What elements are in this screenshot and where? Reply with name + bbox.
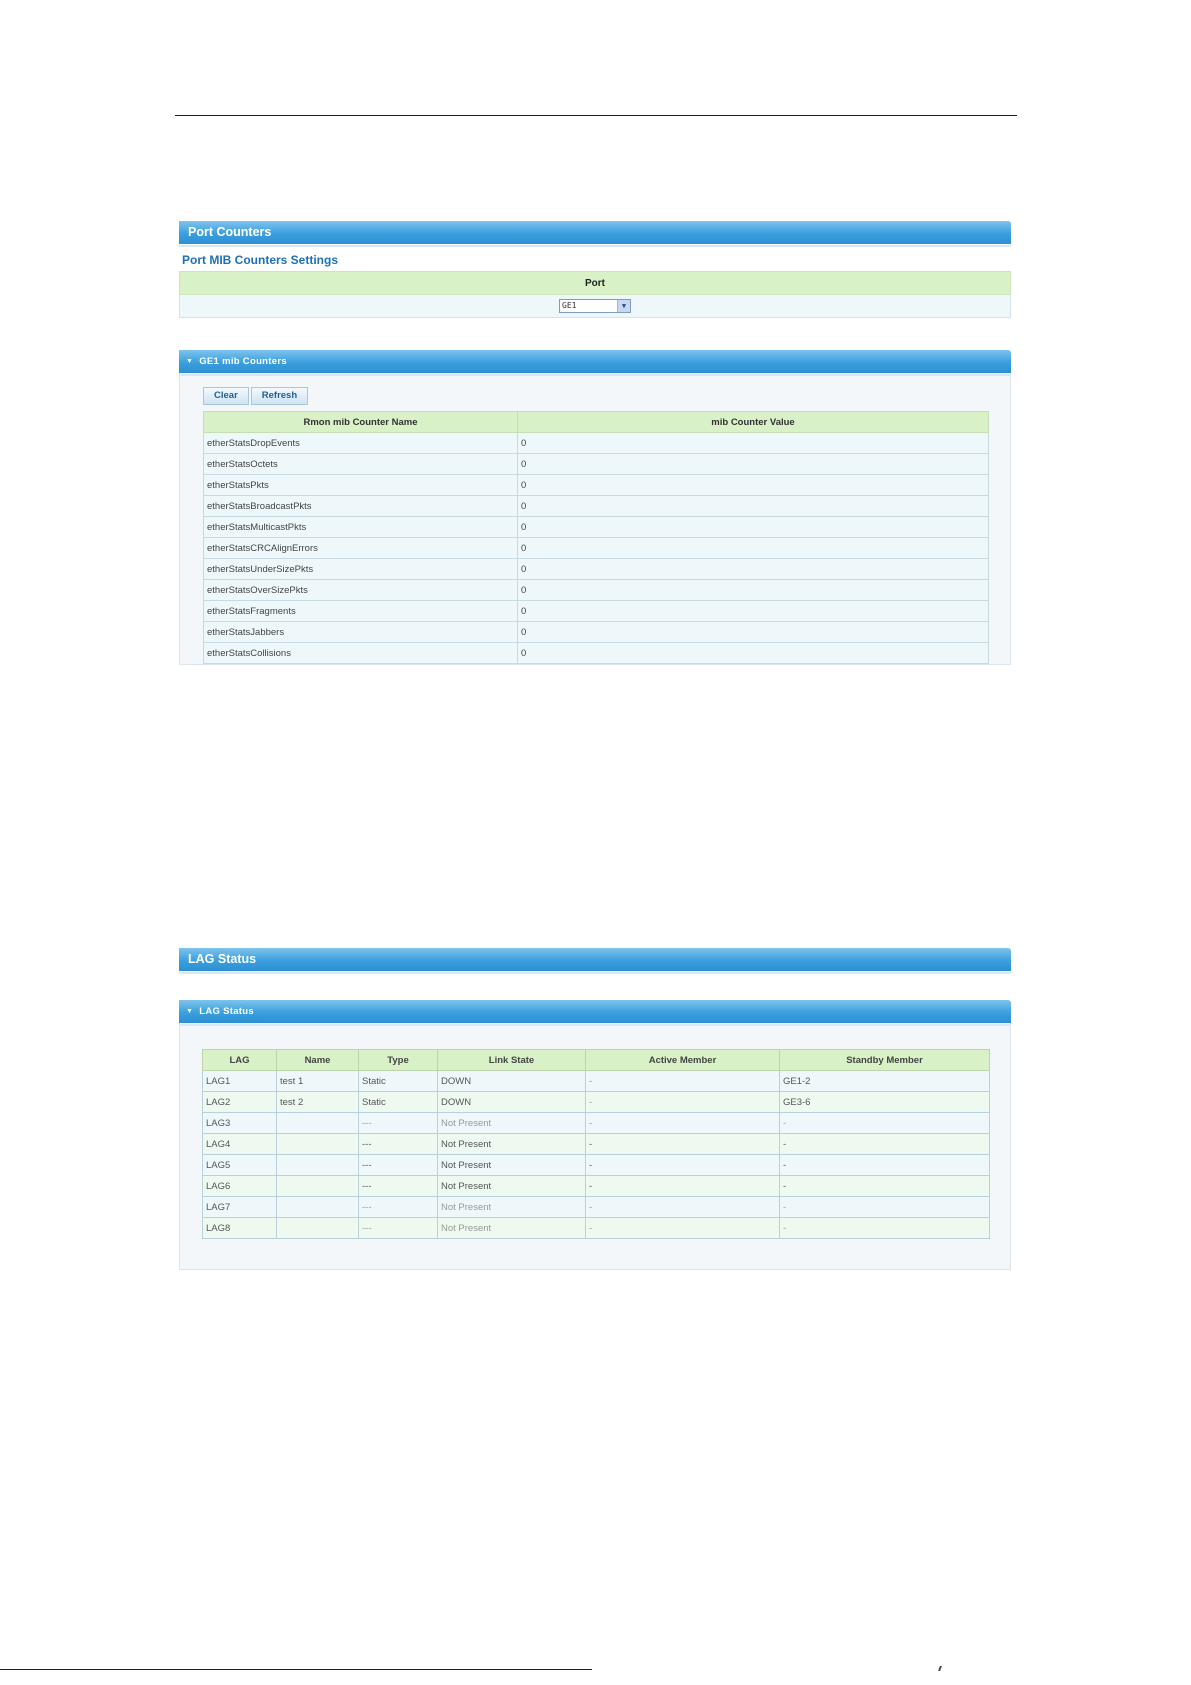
counter-name-cell: etherStatsFragments <box>204 601 518 622</box>
table-row <box>203 1071 990 1092</box>
lag-type-cell: --- <box>359 1134 438 1155</box>
lag-name-cell: test 1 <box>277 1071 359 1092</box>
lag-type-cell: Static <box>359 1092 438 1113</box>
lag-lag-cell: LAG3 <box>203 1113 277 1134</box>
port-counters-title: Port Counters <box>179 221 1011 244</box>
collapse-triangle-icon[interactable]: ▼ <box>186 358 194 365</box>
counter-name-cell: etherStatsUnderSizePkts <box>204 559 518 580</box>
lag-link-cell: Not Present <box>438 1218 586 1239</box>
table-row <box>203 1197 990 1218</box>
lag-type-cell: Static <box>359 1071 438 1092</box>
mib-counters-table <box>203 411 989 664</box>
mib-counters-panel <box>179 373 1011 665</box>
lag-standby-cell: - <box>780 1197 990 1218</box>
lag-name-cell <box>277 1113 359 1134</box>
clear-button[interactable]: Clear <box>203 387 249 405</box>
lag-link-cell: Not Present <box>438 1176 586 1197</box>
port-column-header: Port <box>180 272 1011 295</box>
page-footer-rule <box>0 1669 592 1670</box>
counter-value-cell: 0 <box>518 643 989 664</box>
lag-active-cell: - <box>586 1197 780 1218</box>
table-row <box>204 643 989 664</box>
port-mib-settings-heading: Port MIB Counters Settings <box>182 253 339 267</box>
lag-lag-cell: LAG8 <box>203 1218 277 1239</box>
link-state-column-header: Link State <box>438 1050 586 1071</box>
lag-column-header: LAG <box>203 1050 277 1071</box>
lag-status-panel-titlebar[interactable] <box>179 1000 1011 1023</box>
lag-name-cell <box>277 1218 359 1239</box>
counter-value-cell: 0 <box>518 601 989 622</box>
lag-active-cell: - <box>586 1071 780 1092</box>
counter-value-cell: 0 <box>518 475 989 496</box>
counter-value-cell: 0 <box>518 517 989 538</box>
counter-value-cell: 0 <box>518 496 989 517</box>
counter-value-cell: 0 <box>518 433 989 454</box>
lag-type-cell: --- <box>359 1197 438 1218</box>
lag-type-cell: --- <box>359 1113 438 1134</box>
lag-status-header-area <box>179 948 1011 973</box>
page-header-rule <box>175 115 1017 116</box>
counter-value-cell: 0 <box>518 454 989 475</box>
port-select[interactable] <box>559 299 631 313</box>
table-row <box>204 517 989 538</box>
lag-name-cell: test 2 <box>277 1092 359 1113</box>
lag-link-cell: Not Present <box>438 1134 586 1155</box>
collapse-triangle-icon[interactable]: ▼ <box>186 1008 194 1015</box>
table-row <box>204 496 989 517</box>
lag-active-cell: - <box>586 1113 780 1134</box>
lag-lag-cell: LAG2 <box>203 1092 277 1113</box>
table-row <box>204 622 989 643</box>
standby-member-column-header: Standby Member <box>780 1050 990 1071</box>
lag-active-cell: - <box>586 1218 780 1239</box>
port-select-value: GE1 <box>562 301 577 310</box>
lag-link-cell: DOWN <box>438 1071 586 1092</box>
counter-name-header: Rmon mib Counter Name <box>204 412 518 433</box>
table-row <box>203 1176 990 1197</box>
counter-name-cell: etherStatsJabbers <box>204 622 518 643</box>
mib-counters-title: GE1 mib Counters <box>199 356 287 367</box>
counter-value-cell: 0 <box>518 559 989 580</box>
table-row <box>204 433 989 454</box>
lag-name-cell <box>277 1176 359 1197</box>
lag-lag-cell: LAG4 <box>203 1134 277 1155</box>
name-column-header: Name <box>277 1050 359 1071</box>
lag-link-cell: DOWN <box>438 1092 586 1113</box>
lag-active-cell: - <box>586 1155 780 1176</box>
lag-lag-cell: LAG7 <box>203 1197 277 1218</box>
lag-name-cell <box>277 1197 359 1218</box>
counter-value-header: mib Counter Value <box>518 412 989 433</box>
counter-name-cell: etherStatsOverSizePkts <box>204 580 518 601</box>
port-select-cell <box>180 295 1011 318</box>
lag-standby-cell: - <box>780 1134 990 1155</box>
lag-active-cell: - <box>586 1092 780 1113</box>
lag-type-cell: --- <box>359 1176 438 1197</box>
lag-active-cell: - <box>586 1134 780 1155</box>
lag-lag-cell: LAG5 <box>203 1155 277 1176</box>
lag-active-cell: - <box>586 1176 780 1197</box>
lag-status-title: LAG Status <box>179 948 1011 971</box>
lag-status-table <box>202 1049 990 1239</box>
counter-name-cell: etherStatsMulticastPkts <box>204 517 518 538</box>
port-select-table <box>179 271 1011 318</box>
lag-link-cell: Not Present <box>438 1197 586 1218</box>
counter-value-cell: 0 <box>518 538 989 559</box>
page-footer-mark <box>938 1666 942 1671</box>
table-row <box>204 538 989 559</box>
lag-type-cell: --- <box>359 1155 438 1176</box>
lag-name-cell <box>277 1134 359 1155</box>
counter-name-cell: etherStatsBroadcastPkts <box>204 496 518 517</box>
port-counters-screenshot <box>179 221 1011 659</box>
lag-lag-cell: LAG6 <box>203 1176 277 1197</box>
lag-standby-cell: - <box>780 1113 990 1134</box>
table-row <box>203 1113 990 1134</box>
counter-value-cell: 0 <box>518 622 989 643</box>
counter-name-cell: etherStatsDropEvents <box>204 433 518 454</box>
lag-standby-cell: - <box>780 1176 990 1197</box>
table-row <box>203 1218 990 1239</box>
lag-status-panel <box>179 1023 1011 1270</box>
active-member-column-header: Active Member <box>586 1050 780 1071</box>
counter-value-cell: 0 <box>518 580 989 601</box>
counter-name-cell: etherStatsPkts <box>204 475 518 496</box>
table-row <box>204 454 989 475</box>
table-row <box>203 1155 990 1176</box>
table-row <box>203 1092 990 1113</box>
lag-link-cell: Not Present <box>438 1155 586 1176</box>
lag-type-cell: --- <box>359 1218 438 1239</box>
mib-counters-titlebar[interactable] <box>179 350 1011 373</box>
lag-standby-cell: - <box>780 1218 990 1239</box>
table-row <box>204 601 989 622</box>
type-column-header: Type <box>359 1050 438 1071</box>
lag-status-panel-title: LAG Status <box>199 1006 254 1017</box>
lag-standby-cell: GE3-6 <box>780 1092 990 1113</box>
table-row <box>204 559 989 580</box>
lag-link-cell: Not Present <box>438 1113 586 1134</box>
lag-lag-cell: LAG1 <box>203 1071 277 1092</box>
counter-name-cell: etherStatsCollisions <box>204 643 518 664</box>
chevron-down-icon[interactable]: ▼ <box>617 300 630 312</box>
counter-name-cell: etherStatsOctets <box>204 454 518 475</box>
lag-name-cell <box>277 1155 359 1176</box>
refresh-button[interactable]: Refresh <box>251 387 308 405</box>
counter-name-cell: etherStatsCRCAlignErrors <box>204 538 518 559</box>
table-row <box>204 580 989 601</box>
lag-status-screenshot <box>179 948 1011 1248</box>
lag-standby-cell: GE1-2 <box>780 1071 990 1092</box>
lag-standby-cell: - <box>780 1155 990 1176</box>
table-row <box>203 1134 990 1155</box>
table-row <box>204 475 989 496</box>
